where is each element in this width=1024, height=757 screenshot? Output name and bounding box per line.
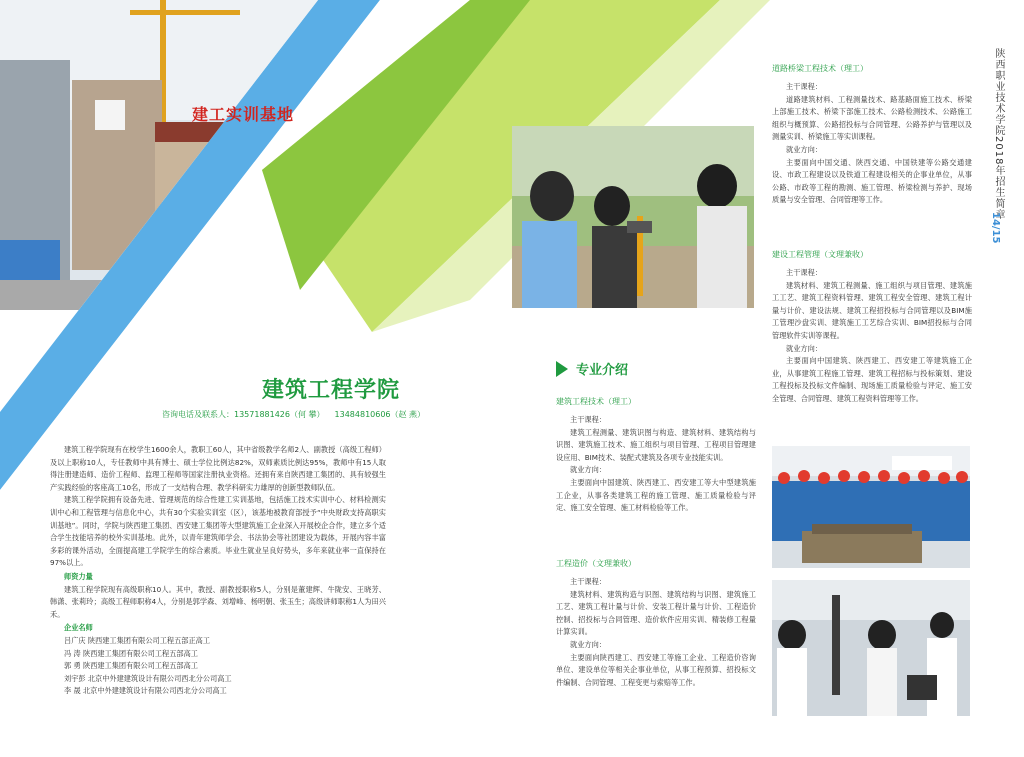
jobs-label: 就业方向： xyxy=(570,465,606,475)
lab-students-photo xyxy=(772,580,970,716)
major-road-bridge xyxy=(772,63,972,207)
college-introduction xyxy=(50,444,386,698)
courses-text: 道路建筑材料、工程测量技术、路基路面施工技术、桥梁上部施工技术、桥梁下部施工技术、公路检测技术、公路施工组织与概预算、公路招投标与合同管理、公路养护与管理以及测量实训、桥梁施工等实训课程。 xyxy=(772,94,972,142)
intro-paragraph-2: 建筑工程学院拥有设备先进、管理规范的综合性建工实训基地，包括施工技术实训中心、材料检测实训中心和工程管理与信息化中心，共有30个实验实训室（区），该基地被教育部授予“中央财政支持高职实训基地”。同时，学院与陕西建工集团、西安建工集团等大型建筑施工企业深入开展校企合作，建立多个适合学生技能培养的校外实训基地。此外，以青年建筑师学会、书法协会等社团建设为载体，开展内容丰富多彩的课外活动，全面提高建工学院学生的综合素质。毕业生就业呈良好势头，多年来就业率一直保持在97%以上。 xyxy=(50,495,386,568)
major-title: 工程造价（文理兼收） xyxy=(556,559,636,568)
jobs-text: 主要面向中国建筑、陕西建工、西安建工等大中型建筑施工企业，从事各类建筑工程的施工管理、施工质量检验与评定、施工安全管理、施工材料检验等工作。 xyxy=(556,477,756,513)
contact-phone-1: 13571881426（何 攀） xyxy=(234,410,325,419)
mentor-item: 郭 勇 陕西建工集团有限公司工程五部高工 xyxy=(64,661,198,671)
major-title: 道路桥梁工程技术（理工） xyxy=(772,64,868,73)
courses-text: 建筑工程测量、建筑识图与构造、建筑材料、建筑结构与识图、建筑施工技术、施工组织与项目管理、工程项目管理建设应用、BIM技术、装配式建筑及各项专业技能实训。 xyxy=(556,427,756,462)
faculty-paragraph: 建筑工程学院现有高级职称10人。其中，教授、副教授职称5人，分别是董建辉、牛陇安、王晓芳、韩潇、张莉玲；高级工程师职称4人，分别是郭学森、刘增峰、杨明朝、张玉生；高级讲师职称1人为田兴禾。 xyxy=(50,584,386,619)
brochure-side-title: 陕西职业技术学院2018年招生简章 xyxy=(993,48,1004,221)
jobs-text: 主要面向陕西建工、西安建工等施工企业、工程造价咨询单位、建设单位等相关企事业单位，从事工程预算、招投标文件编制、合同管理、工程变更与索赔等工作。 xyxy=(556,652,756,687)
play-triangle-icon xyxy=(556,361,568,377)
mentor-item: 冯 涛 陕西建工集团有限公司工程五部高工 xyxy=(64,648,198,658)
photo-sign-text: 建工实训基地 xyxy=(192,105,295,124)
courses-label: 主干课程： xyxy=(786,268,822,277)
courses-label: 主干课程： xyxy=(570,577,606,586)
jobs-label: 就业方向： xyxy=(786,144,822,154)
major-intro-title: 专业介绍 xyxy=(576,363,629,378)
jobs-text: 主要面向中国建筑、陕西建工、西安建工等建筑施工企业，从事建筑工程施工管理、建筑工程招标与投标策划、建设工程投标及投标文件编制、现场施工质量检验与评定、施工安全管理、合同管理、建筑工程资料管理等工作。 xyxy=(772,356,972,403)
contact-label: 咨询电话及联系人： xyxy=(162,410,234,419)
contact-phone-2: 13484810606（赵 燕） xyxy=(334,410,426,419)
courses-label: 主干课程： xyxy=(570,415,606,424)
major-title: 建设工程管理（文理兼收） xyxy=(772,250,868,259)
mentor-item: 吕广庆 陕西建工集团有限公司工程五部正高工 xyxy=(64,635,211,645)
jobs-text: 主要面向中国交通、陕西交通、中国铁建等公路交通建设、市政工程建设以及铁道工程建设相关的企事业单位，从事公路、市政等工程的勘测、施工管理、桥梁检测与养护、现场质量与安全管理、合同管理等工作。 xyxy=(772,157,972,205)
faculty-heading: 师资力量 xyxy=(64,571,93,581)
mentor-item: 李 晟 北京中外建建筑设计有限公司西北分公司高工 xyxy=(64,686,227,696)
mentor-heading: 企业名师 xyxy=(64,623,93,633)
jobs-label: 就业方向： xyxy=(786,343,822,353)
contact-line xyxy=(162,409,435,420)
courses-text: 建筑材料、建筑工程测量、施工组织与项目管理、建筑施工工艺、建筑工程资料管理、建筑工程安全管理、建筑工程计量与计价、建设法规、建筑工程招投标与合同管理以及BIM施工管理沙盘实训、建筑施工工艺综合实训、BIM招投标与合同管理软件实训等课程。 xyxy=(772,280,972,340)
courses-label: 主干课程： xyxy=(786,82,822,91)
surveying-students-photo xyxy=(512,126,754,308)
jobs-label: 就业方向： xyxy=(570,639,606,649)
intro-paragraph-1: 建筑工程学院现有在校学生1600余人，教职工60人，其中省级教学名师2人、副教授（高级工程师）及以上职称10人，专任教师中具有博士、硕士学位比例达82%，双师素质比例达95%，教师中有15人取得注册建造师、造价工程师、监理工程师等国家注册执业资格。还拥有来自陕西建工集团的、具有较强生产实践经验的客座高工10名，形成了一支结构合理、教学科研实力雄厚的创新型教师队伍。 xyxy=(50,445,386,492)
courses-text: 建筑材料、建筑构造与识图、建筑结构与识图、建筑施工工艺、建筑工程计量与计价、安装工程计量与计价、工程造价控制、招投标与合同管理、造价软件应用实训、精装修工程量计算实训。 xyxy=(556,589,756,637)
major-construction-management xyxy=(772,249,972,406)
major-construction-tech xyxy=(556,396,756,515)
major-title: 建筑工程技术（理工） xyxy=(556,397,636,406)
major-intro-heading xyxy=(556,359,628,378)
major-engineering-cost xyxy=(556,558,756,689)
page-number: 14/15 xyxy=(990,212,1001,244)
hardhat-students-photo xyxy=(772,446,970,568)
mentor-item: 刘宇彭 北京中外建建筑设计有限公司西北分公司高工 xyxy=(64,673,232,683)
college-title: 建筑工程学院 xyxy=(262,378,401,403)
